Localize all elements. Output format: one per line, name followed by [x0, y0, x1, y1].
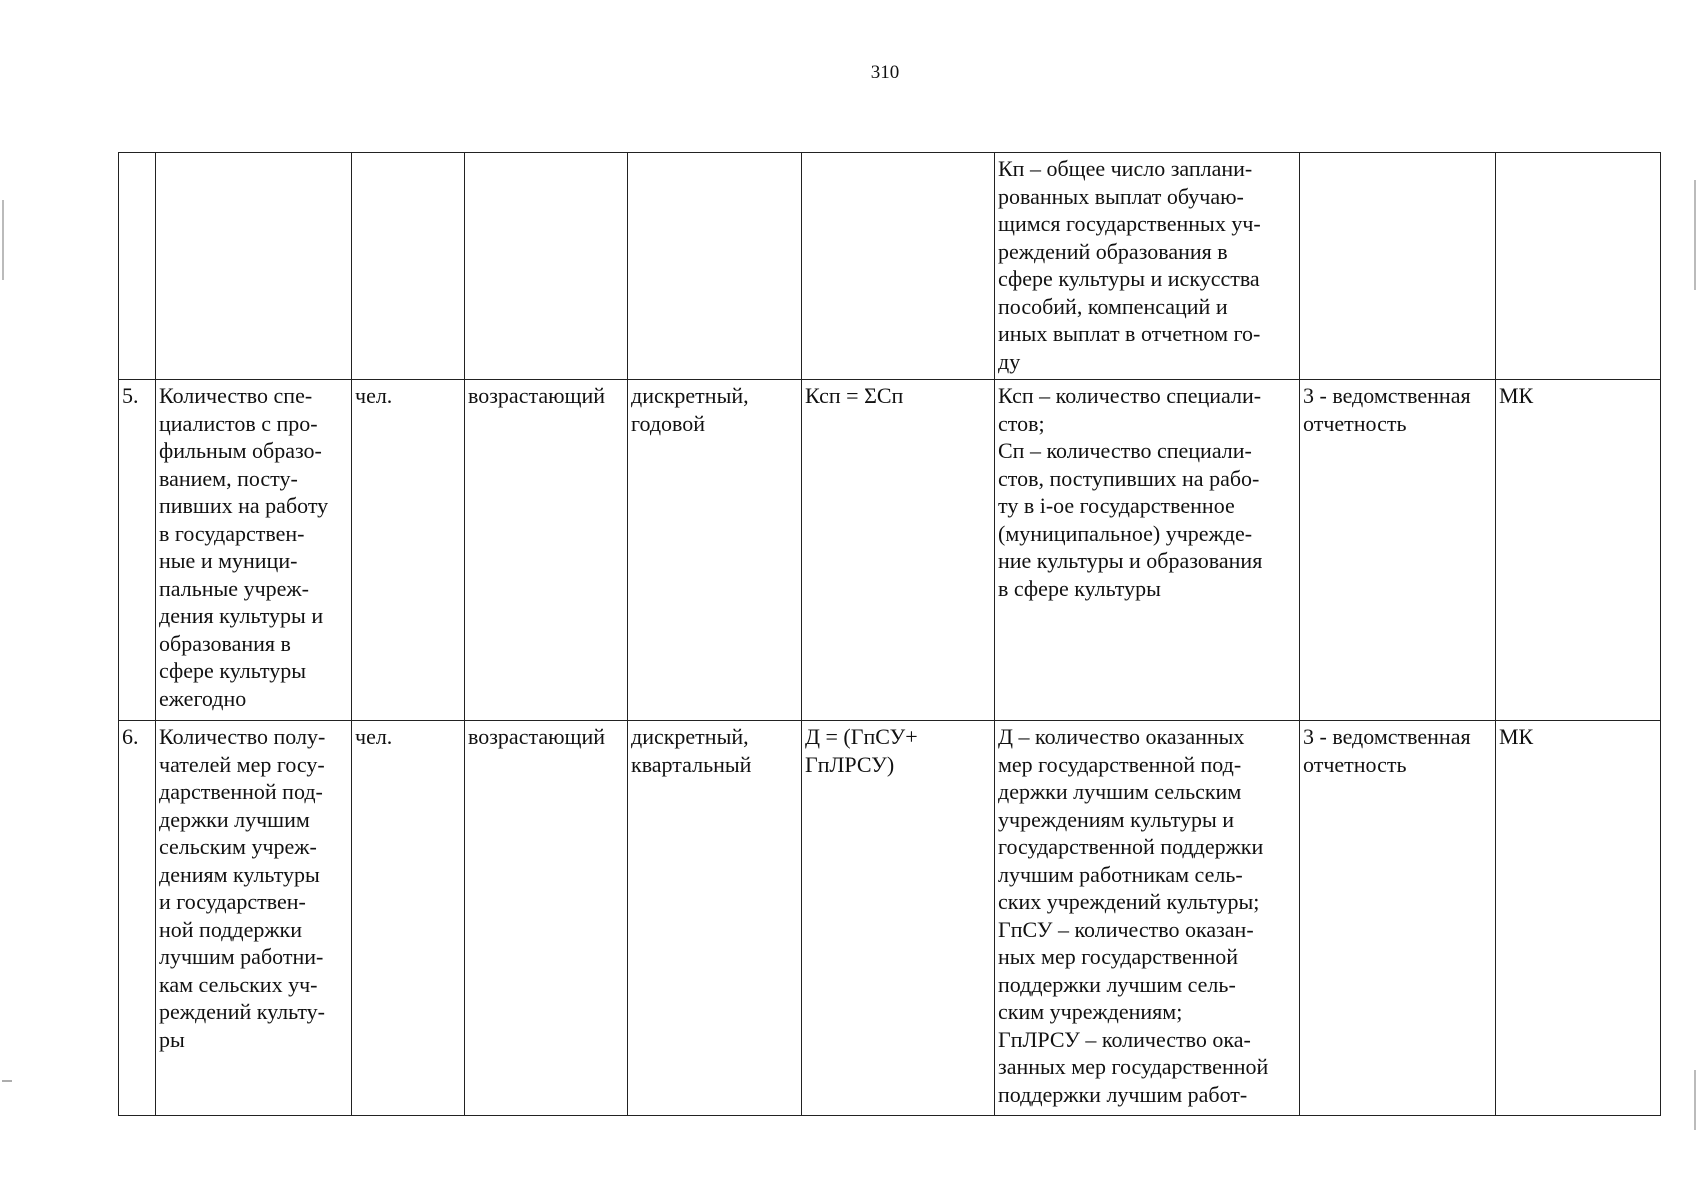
cell-type: дискретный, годовой — [628, 380, 802, 721]
cell-source — [1300, 153, 1496, 380]
cell-description: Кп – общее число заплани- рованных выплат обучаю- щимся государственных уч- реждений образования в сфере культуры и искусства пособий, компенсаций и иных выплат в отчетном го- ду — [995, 153, 1300, 380]
cell-unit: чел. — [352, 721, 465, 1116]
cell-description: Д – количество оказанных мер государственной под- держки лучшим сельским учреждениям культуры и государственной поддержки лучшим работникам сель- ских учреждений культуры; ГпСУ – количество оказан- ных мер государственной поддержки лучшим сель- ским учреждениям; ГпЛРСУ – количество ока- занных мер государственной поддержки лучшим работ- — [995, 721, 1300, 1116]
cell-type — [628, 153, 802, 380]
cell-indicator-name — [156, 153, 352, 380]
indicators-table — [118, 152, 1661, 1116]
cell-source: 3 - ведомственная отчетность — [1300, 380, 1496, 721]
cell-formula: Ксп = ΣСп — [802, 380, 995, 721]
cell-source: 3 - ведомственная отчетность — [1300, 721, 1496, 1116]
cell-number: 5. — [119, 380, 156, 721]
cell-trend — [465, 153, 628, 380]
cell-indicator-name: Количество спе- циалистов с про- фильным образо- ванием, посту- пивших на работу в государствен- ные и муници- пальные учреж- дения культуры и образования в сфере культуры ежегодно — [156, 380, 352, 721]
scan-mark-left-top — [2, 200, 4, 280]
scan-mark-right-top — [1694, 180, 1696, 290]
cell-formula — [802, 153, 995, 380]
cell-responsible: МК — [1496, 380, 1661, 721]
cell-number — [119, 153, 156, 380]
table-row — [119, 721, 1661, 1116]
table-row — [119, 380, 1661, 721]
cell-trend: возрастающий — [465, 721, 628, 1116]
cell-type: дискретный, квартальный — [628, 721, 802, 1116]
page-number: 310 — [870, 62, 900, 83]
table-row — [119, 153, 1661, 380]
cell-responsible: МК — [1496, 721, 1661, 1116]
cell-trend: возрастающий — [465, 380, 628, 721]
cell-indicator-name: Количество полу- чателей мер госу- дарственной под- держки лучшим сельским учреж- дениям культуры и государствен- ной поддержки лучшим работни- кам сельских уч- реждений культу- ры — [156, 721, 352, 1116]
cell-number: 6. — [119, 721, 156, 1116]
cell-unit — [352, 153, 465, 380]
scan-mark-left-bottom — [2, 1080, 12, 1082]
cell-unit: чел. — [352, 380, 465, 721]
cell-description: Ксп – количество специали- стов; Сп – количество специали- стов, поступивших на рабо- ту в i-ое государственное (муниципальное) учрежде- ние культуры и образования в сфере культуры — [995, 380, 1300, 721]
scan-mark-right-bottom — [1694, 1070, 1696, 1130]
cell-formula: Д = (ГпСУ+ ГпЛРСУ) — [802, 721, 995, 1116]
cell-responsible — [1496, 153, 1661, 380]
